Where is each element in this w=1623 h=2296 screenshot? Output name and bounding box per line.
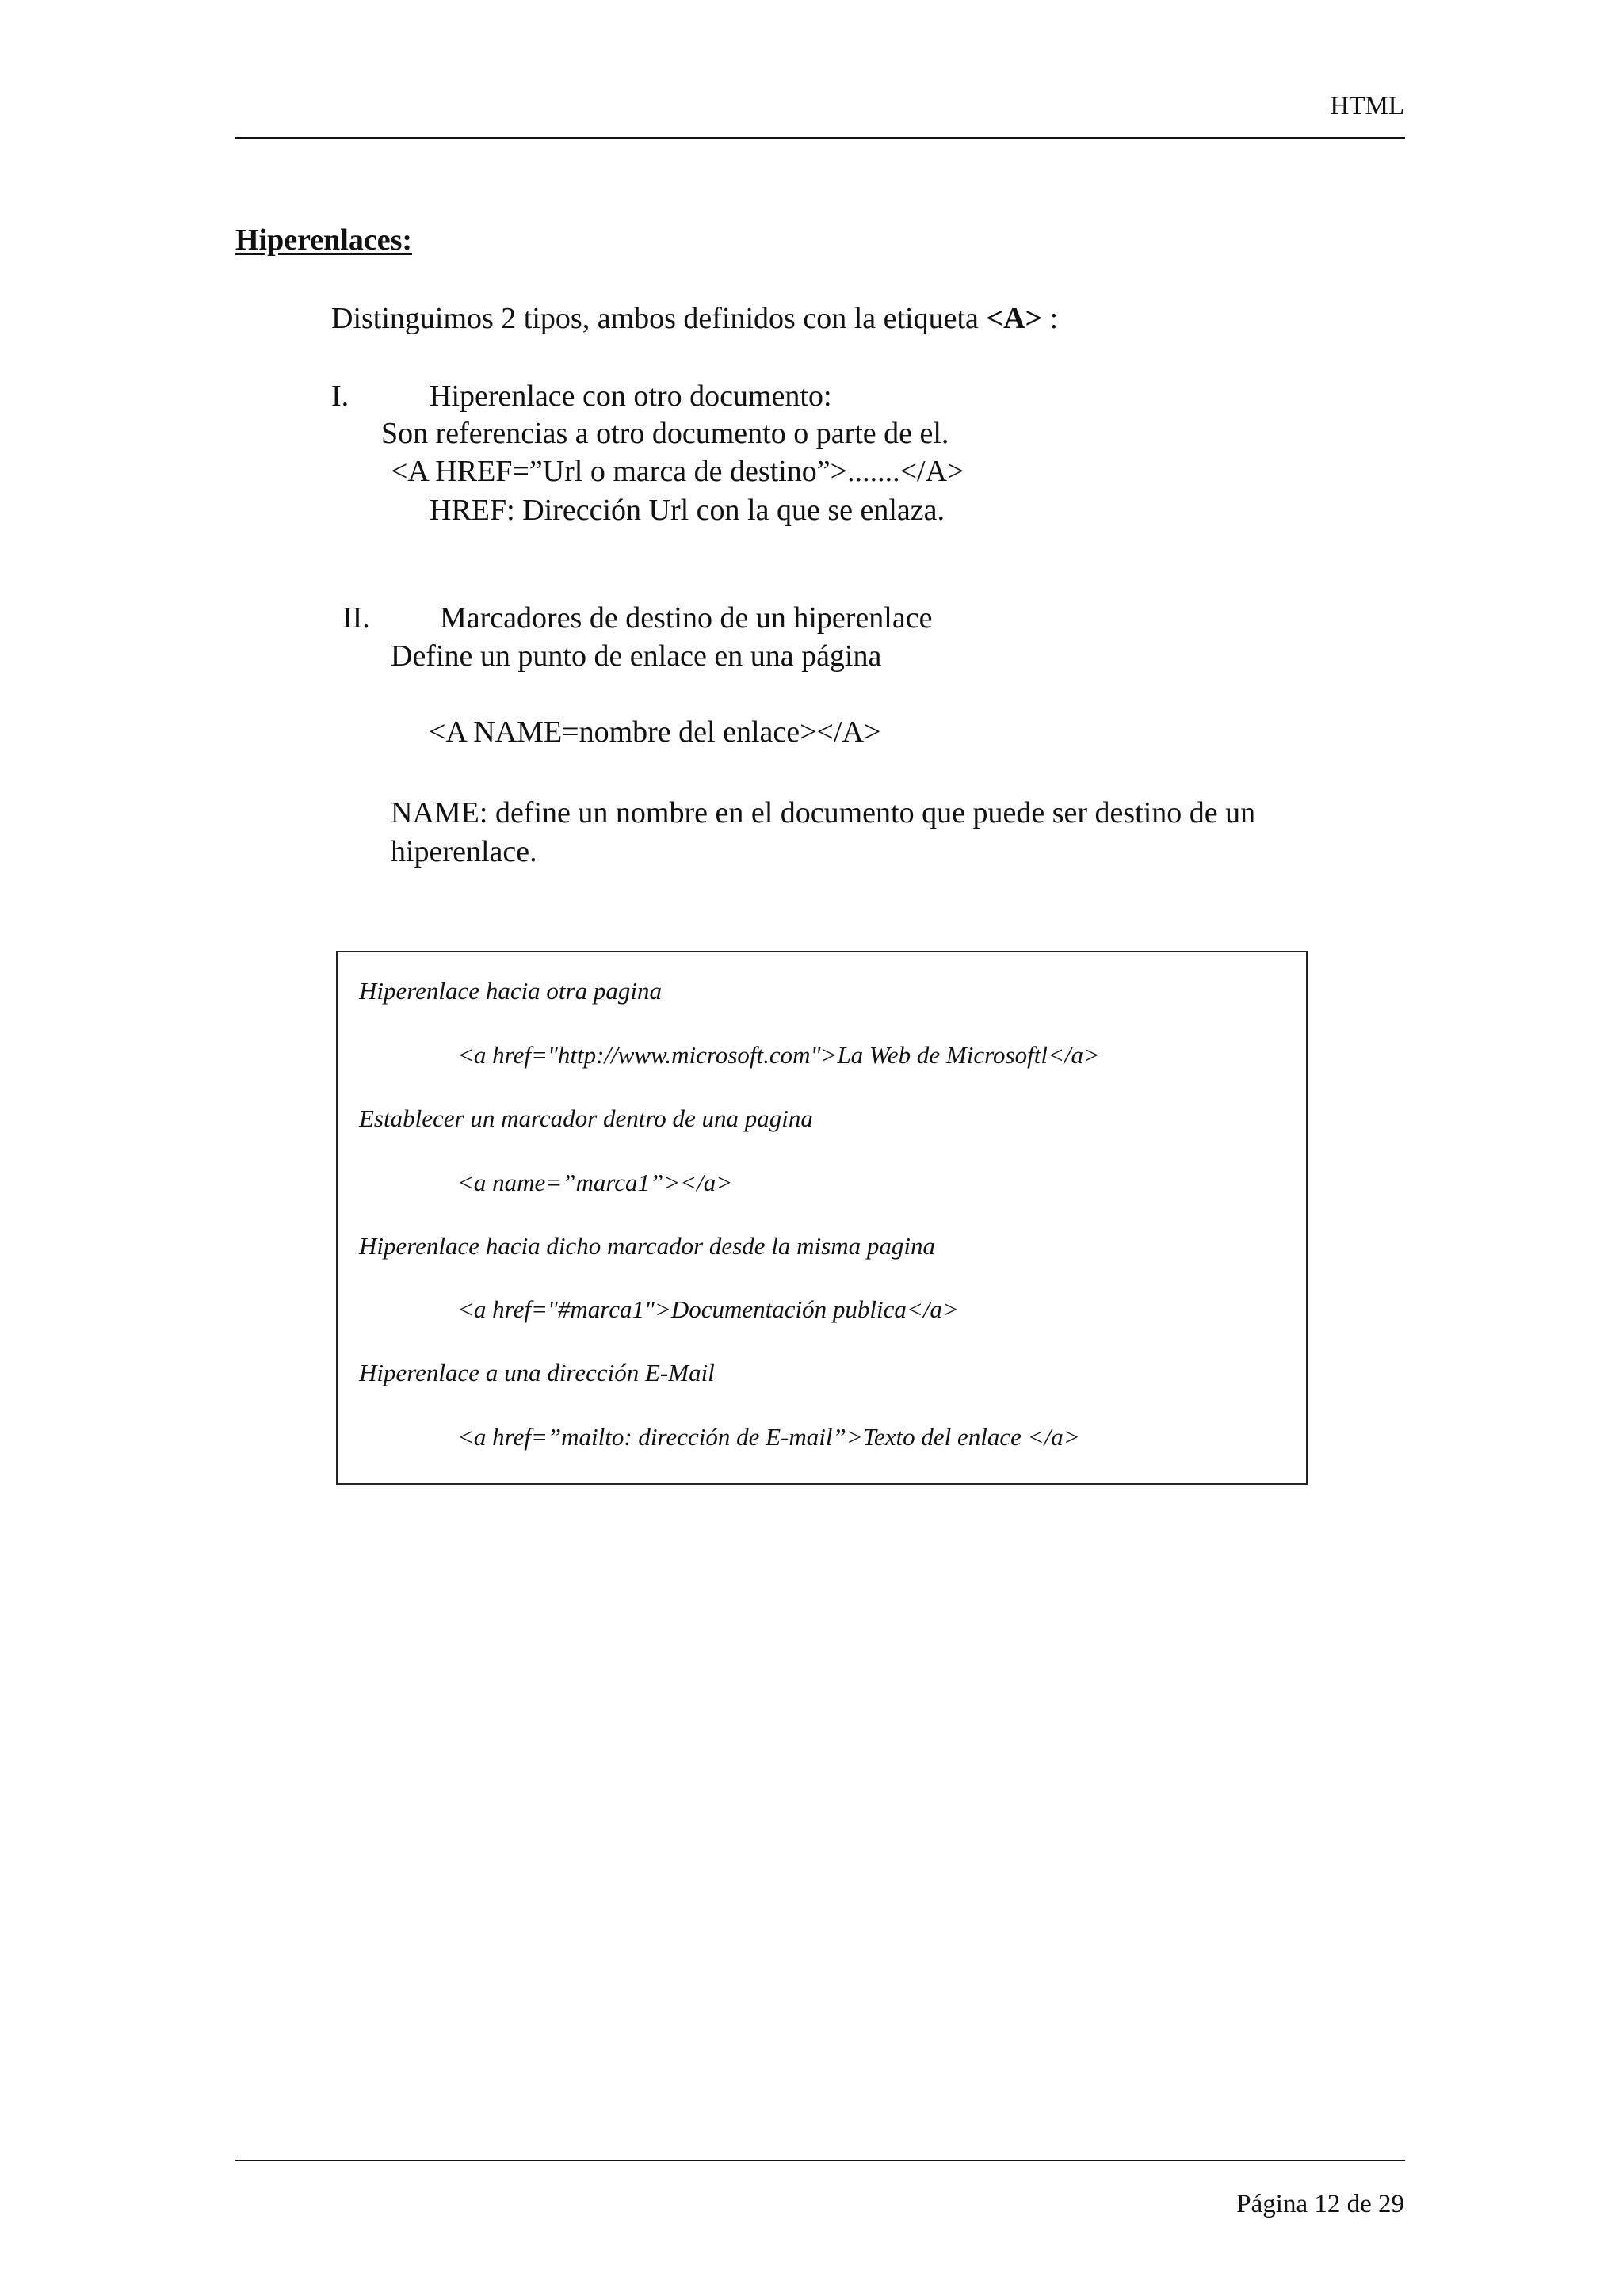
list-number-2: II.: [342, 601, 370, 635]
example-box: [336, 951, 1308, 1485]
list-2-line-1: Define un punto de enlace en una página: [391, 639, 882, 673]
page-number: Página 12 de 29: [1236, 2190, 1404, 2218]
list-1-line-1: Son referencias a otro documento o parte de el.: [381, 417, 949, 450]
intro-text: Distinguimos 2 tipos, ambos definidos con la etiqueta: [331, 302, 987, 335]
example-code-4: <a href=”mailto: dirección de E-mail”>Texto del enlace </a>: [457, 1423, 1080, 1451]
intro-tag: <A>: [986, 302, 1043, 335]
footer-divider: [235, 2160, 1405, 2161]
example-description-2: Establecer un marcador dentro de una pagina: [359, 1104, 813, 1132]
example-code-2: <a name=”marca1”></a>: [457, 1169, 733, 1196]
example-code-1: <a href="http://www.microsoft.com">La Web de Microsoftl</a>: [457, 1041, 1100, 1069]
list-2-line-3: NAME: define un nombre en el documento que puede ser destino de un hiperenlace.: [391, 796, 1256, 868]
list-1-line-2: <A HREF=”Url o marca de destino”>.......</A>: [391, 455, 964, 488]
list-title-1: Hiperenlace con otro documento:: [430, 379, 832, 413]
example-description-1: Hiperenlace hacia otra pagina: [359, 977, 662, 1005]
example-description-4: Hiperenlace a una dirección E-Mail: [359, 1359, 715, 1386]
example-code-3: <a href="#marca1">Documentación publica</a>: [457, 1295, 959, 1323]
section-heading: Hiperenlaces:: [235, 223, 413, 257]
intro-end: :: [1042, 302, 1059, 335]
list-1-line-3: HREF: Dirección Url con la que se enlaza.: [430, 494, 945, 527]
list-title-2: Marcadores de destino de un hiperenlace: [440, 601, 933, 635]
list-2-line-2: <A NAME=nombre del enlace></A>: [429, 715, 881, 749]
intro-paragraph: [331, 303, 1058, 334]
header-divider: [235, 137, 1405, 139]
header-title: HTML: [1330, 92, 1404, 120]
list-number-1: I.: [331, 379, 349, 413]
example-description-3: Hiperenlace hacia dicho marcador desde la misma pagina: [359, 1232, 935, 1260]
